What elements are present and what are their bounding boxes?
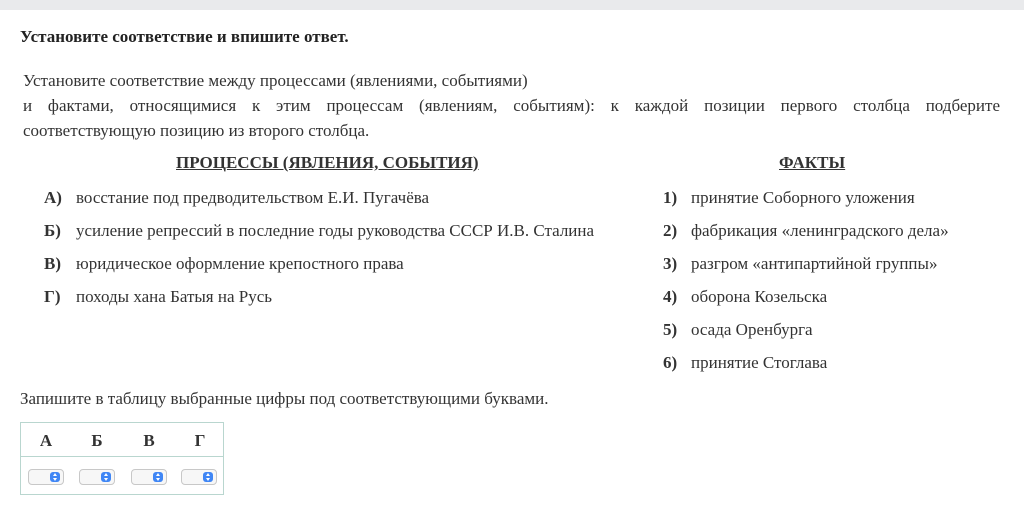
process-text: восстание под предводительством Е.И. Пугачёва [76, 188, 430, 207]
fact-item [663, 287, 827, 307]
select-stepper-icon [203, 472, 213, 482]
answer-select-v[interactable] [131, 469, 167, 485]
process-item [44, 254, 404, 274]
answer-table [20, 422, 224, 495]
fact-text: оборона Козельска [691, 287, 828, 306]
process-key: Б) [44, 221, 61, 240]
fact-text: принятие Соборного уложения [691, 188, 915, 207]
process-text: юридическое оформление крепостного права [76, 254, 404, 273]
intro-line-3: соответствующую позицию из второго столбца. [23, 121, 370, 140]
process-key: А) [44, 188, 62, 207]
fact-text: разгром «антипартийной группы» [691, 254, 938, 273]
intro-line-1: Установите соответствие между процессами (явлениями, событиями) [23, 71, 528, 90]
fact-text: фабрикация «ленинградского дела» [691, 221, 949, 240]
answer-instruction: Запишите в таблицу выбранные цифры под соответствующими буквами. [20, 389, 549, 408]
answer-select-a[interactable] [28, 469, 64, 485]
select-stepper-icon [153, 472, 163, 482]
fact-key: 2) [663, 221, 678, 240]
answer-header-b: Б [91, 431, 103, 450]
fact-item [663, 254, 937, 274]
answer-select-b[interactable] [79, 469, 115, 485]
fact-text: осада Оренбурга [691, 320, 813, 339]
select-stepper-icon [101, 472, 111, 482]
answer-header-v: В [143, 431, 155, 450]
process-text: походы хана Батыя на Русь [76, 287, 273, 306]
fact-key: 3) [663, 254, 678, 273]
task-intro [23, 68, 1000, 143]
fact-item [663, 221, 949, 241]
fact-item [663, 188, 915, 208]
process-key: Г) [44, 287, 61, 306]
select-stepper-icon [50, 472, 60, 482]
answer-header-g: Г [194, 431, 206, 450]
fact-text: принятие Стоглава [691, 353, 828, 372]
fact-item [663, 353, 827, 373]
task-heading: Установите соответствие и впишите ответ. [20, 27, 349, 46]
top-bar [0, 0, 1024, 10]
process-text: усиление репрессий в последние годы руководства СССР И.В. Сталина [76, 221, 595, 240]
answer-select-g[interactable] [181, 469, 217, 485]
process-key: В) [44, 254, 61, 273]
processes-column-title: ПРОЦЕССЫ (ЯВЛЕНИЯ, СОБЫТИЯ) [176, 153, 479, 172]
intro-line-2: и фактами, относящимися к этим процессам (явлениям, событиям): к каждой позиции первого столбца подберите [23, 96, 1000, 115]
process-item [44, 287, 272, 307]
answer-table-header [21, 423, 223, 457]
answer-header-a: А [39, 431, 53, 450]
facts-column-title: ФАКТЫ [779, 153, 846, 172]
process-item [44, 221, 594, 241]
fact-key: 5) [663, 320, 678, 339]
fact-key: 1) [663, 188, 678, 207]
fact-key: 4) [663, 287, 678, 306]
fact-item [663, 320, 813, 340]
fact-key: 6) [663, 353, 678, 372]
process-item [44, 188, 429, 208]
